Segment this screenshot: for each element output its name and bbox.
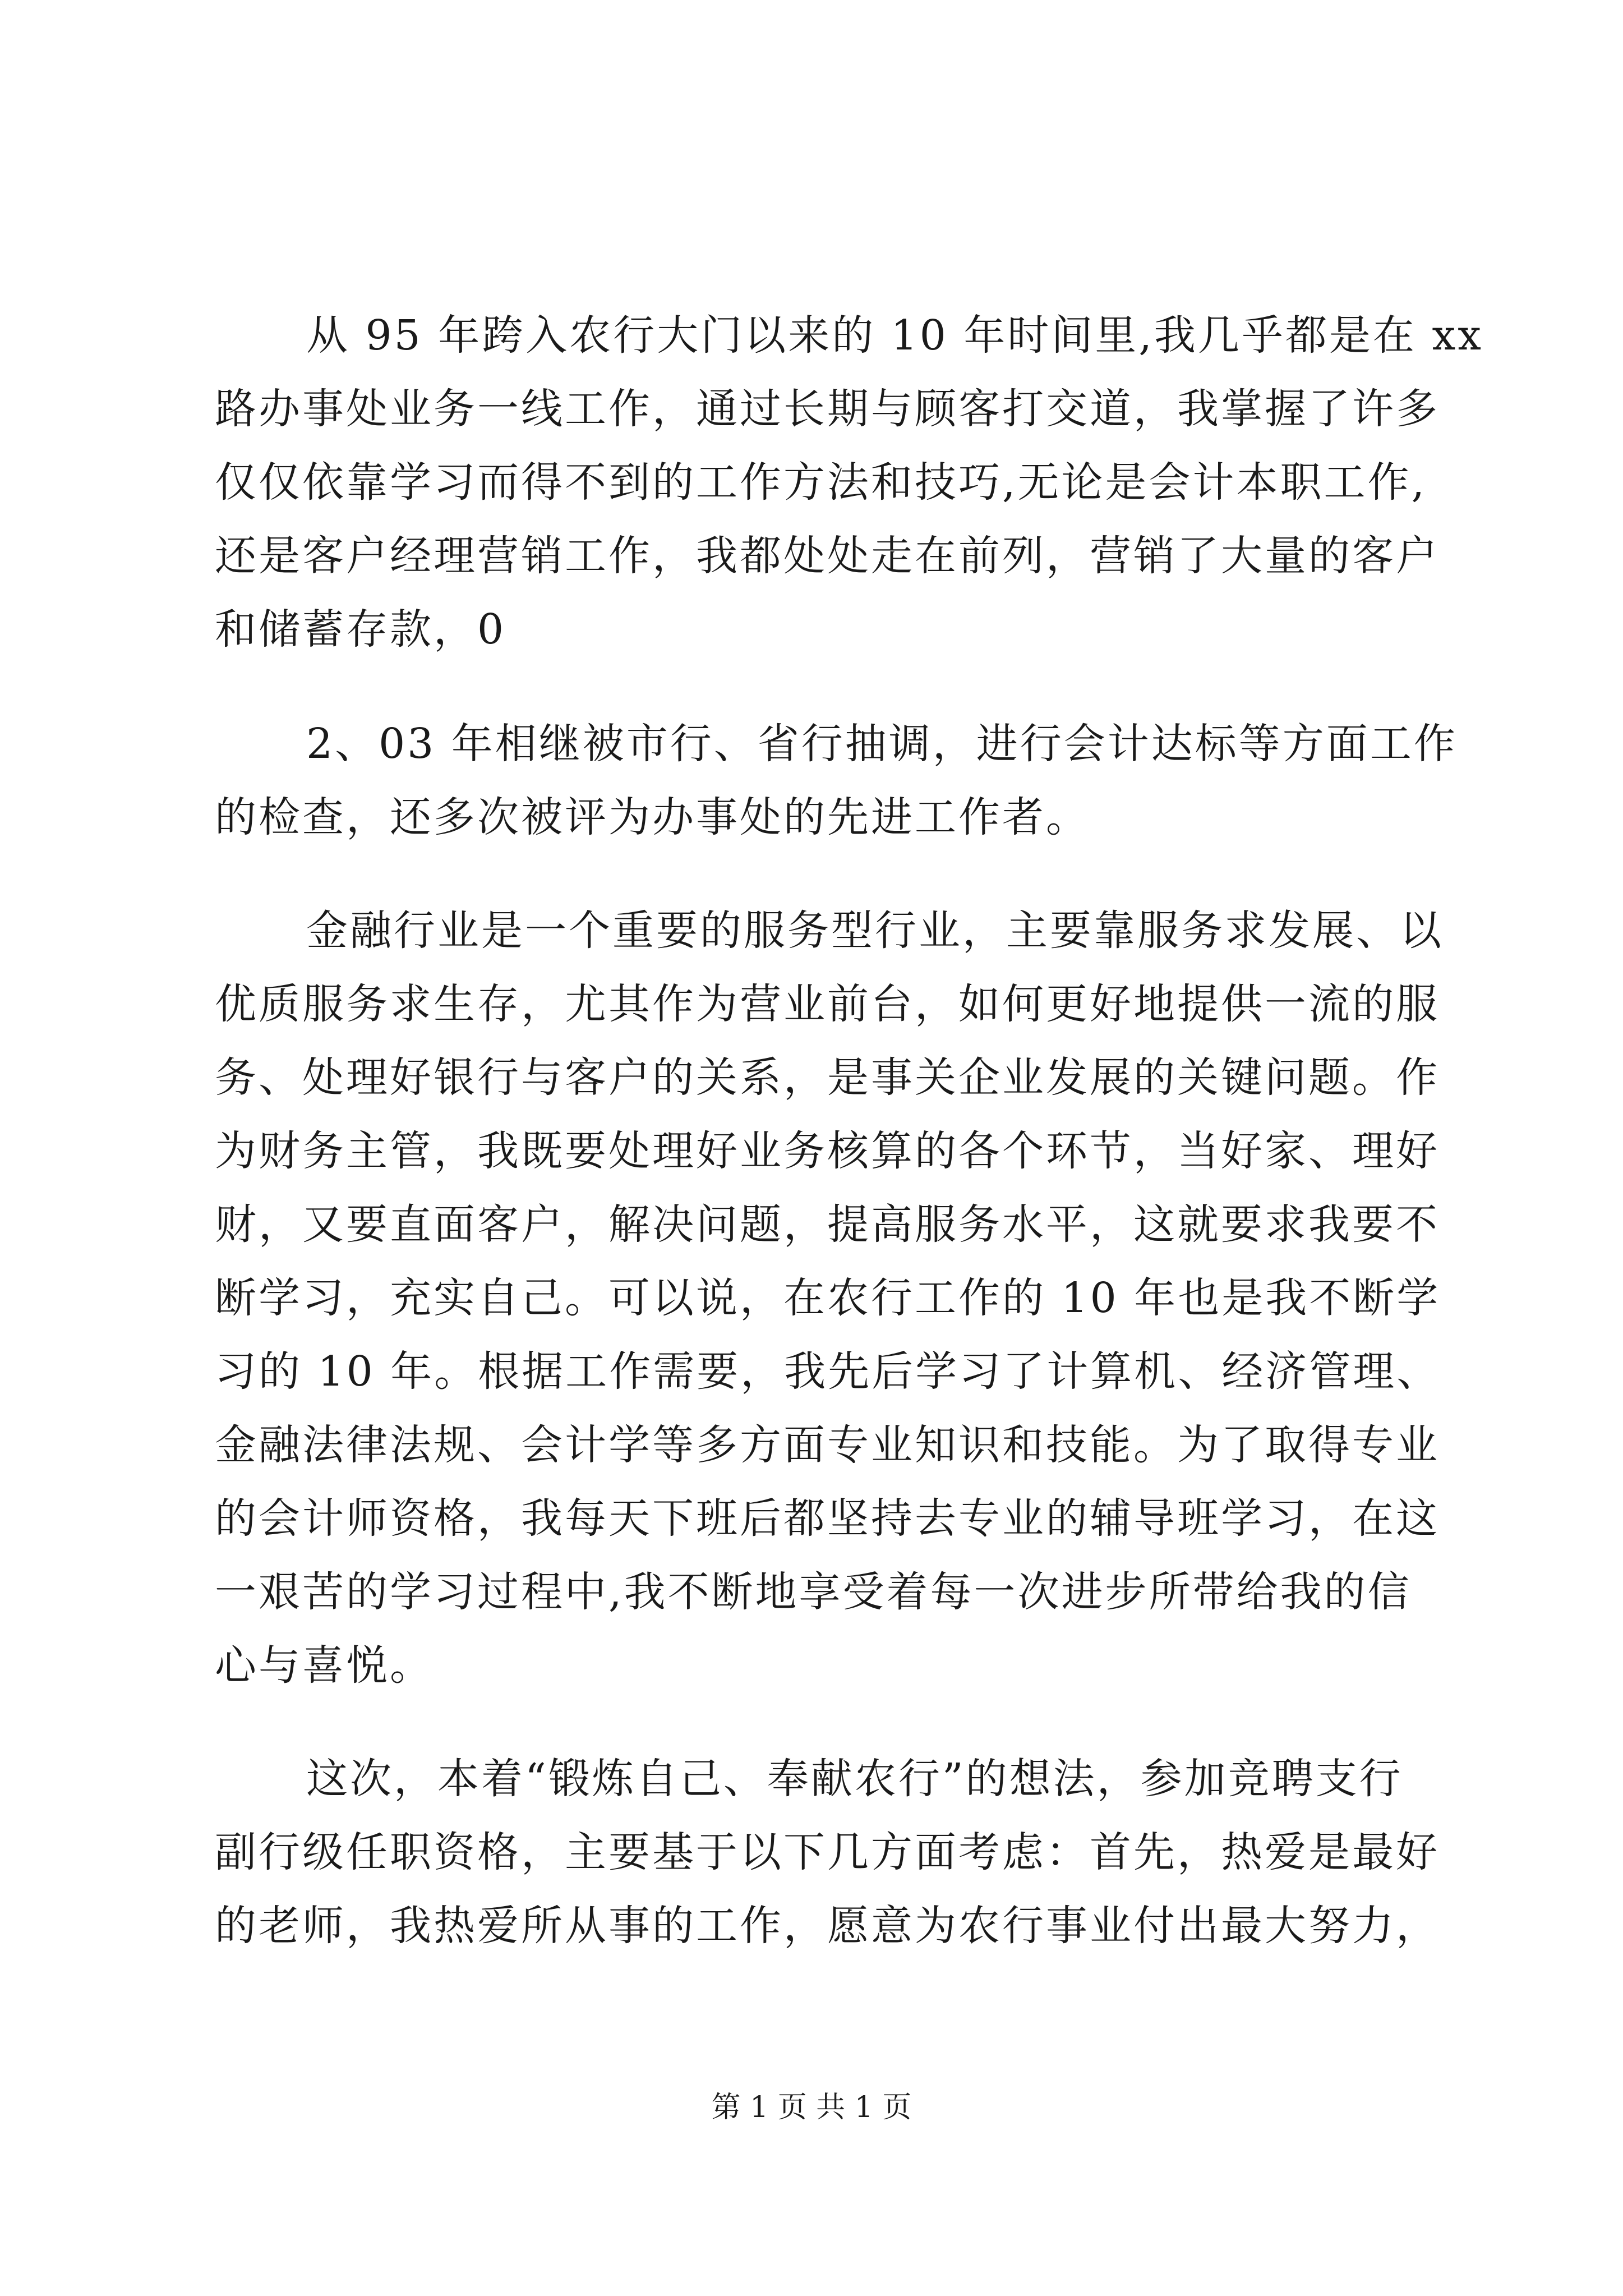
text-line: 仅仅依靠学习而得不到的工作方法和技巧,无论是会计本职工作,: [215, 458, 1427, 507]
text-line: 一艰苦的学习过程中,我不断地享受着每一次进步所带给我的信: [215, 1568, 1412, 1616]
text-line: 务、处理好银行与客户的关系，是事关企业发展的关键问题。作: [215, 1053, 1440, 1102]
text-line: 优质服务求生存，尤其作为营业前台，如何更好地提供一流的服: [215, 980, 1440, 1028]
text-line: 金融行业是一个重要的服务型行业，主要靠服务求发展、以: [306, 907, 1444, 955]
text-line: 的会计师资格，我每天下班后都坚持去专业的辅导班学习，在这: [215, 1494, 1440, 1543]
text-line: 断学习，充实自己。可以说，在农行工作的 10 年也是我不断学: [215, 1274, 1441, 1322]
text-line: 心与喜悦。: [215, 1641, 434, 1690]
page-number-footer: 第 1 页 共 1 页: [711, 2091, 912, 2124]
text-line: 2、03 年相继被市行、省行抽调，进行会计达标等方面工作: [306, 720, 1458, 768]
text-line: 和储蓄存款，0: [215, 605, 506, 654]
text-line: 路办事处业务一线工作，通过长期与顾客打交道，我掌握了许多: [215, 385, 1440, 433]
text-line: 的老师，我热爱所从事的工作，愿意为农行事业付出最大努力，: [215, 1902, 1440, 1950]
text-line: 习的 10 年。根据工作需要，我先后学习了计算机、经济管理、: [215, 1347, 1441, 1396]
text-line: 财，又要直面客户，解决问题，提高服务水平，这就要求我要不: [215, 1200, 1440, 1249]
text-line: 副行级任职资格，主要基于以下几方面考虑：首先，热爱是最好: [215, 1828, 1440, 1876]
text-line: 的检查，还多次被评为办事处的先进工作者。: [215, 793, 1090, 841]
text-line: 从 95 年跨入农行大门以来的 10 年时间里,我几乎都是在 xx: [306, 311, 1483, 360]
text-line: 为财务主管，我既要处理好业务核算的各个环节，当好家、理好: [215, 1127, 1440, 1175]
text-line: 还是客户经理营销工作，我都处处走在前列，营销了大量的客户: [215, 532, 1440, 580]
text-line: 这次，本着“锻炼自己、奉献农行”的想法，参加竞聘支行: [306, 1755, 1403, 1803]
text-line: 金融法律法规、会计学等多方面专业知识和技能。为了取得专业: [215, 1421, 1440, 1469]
